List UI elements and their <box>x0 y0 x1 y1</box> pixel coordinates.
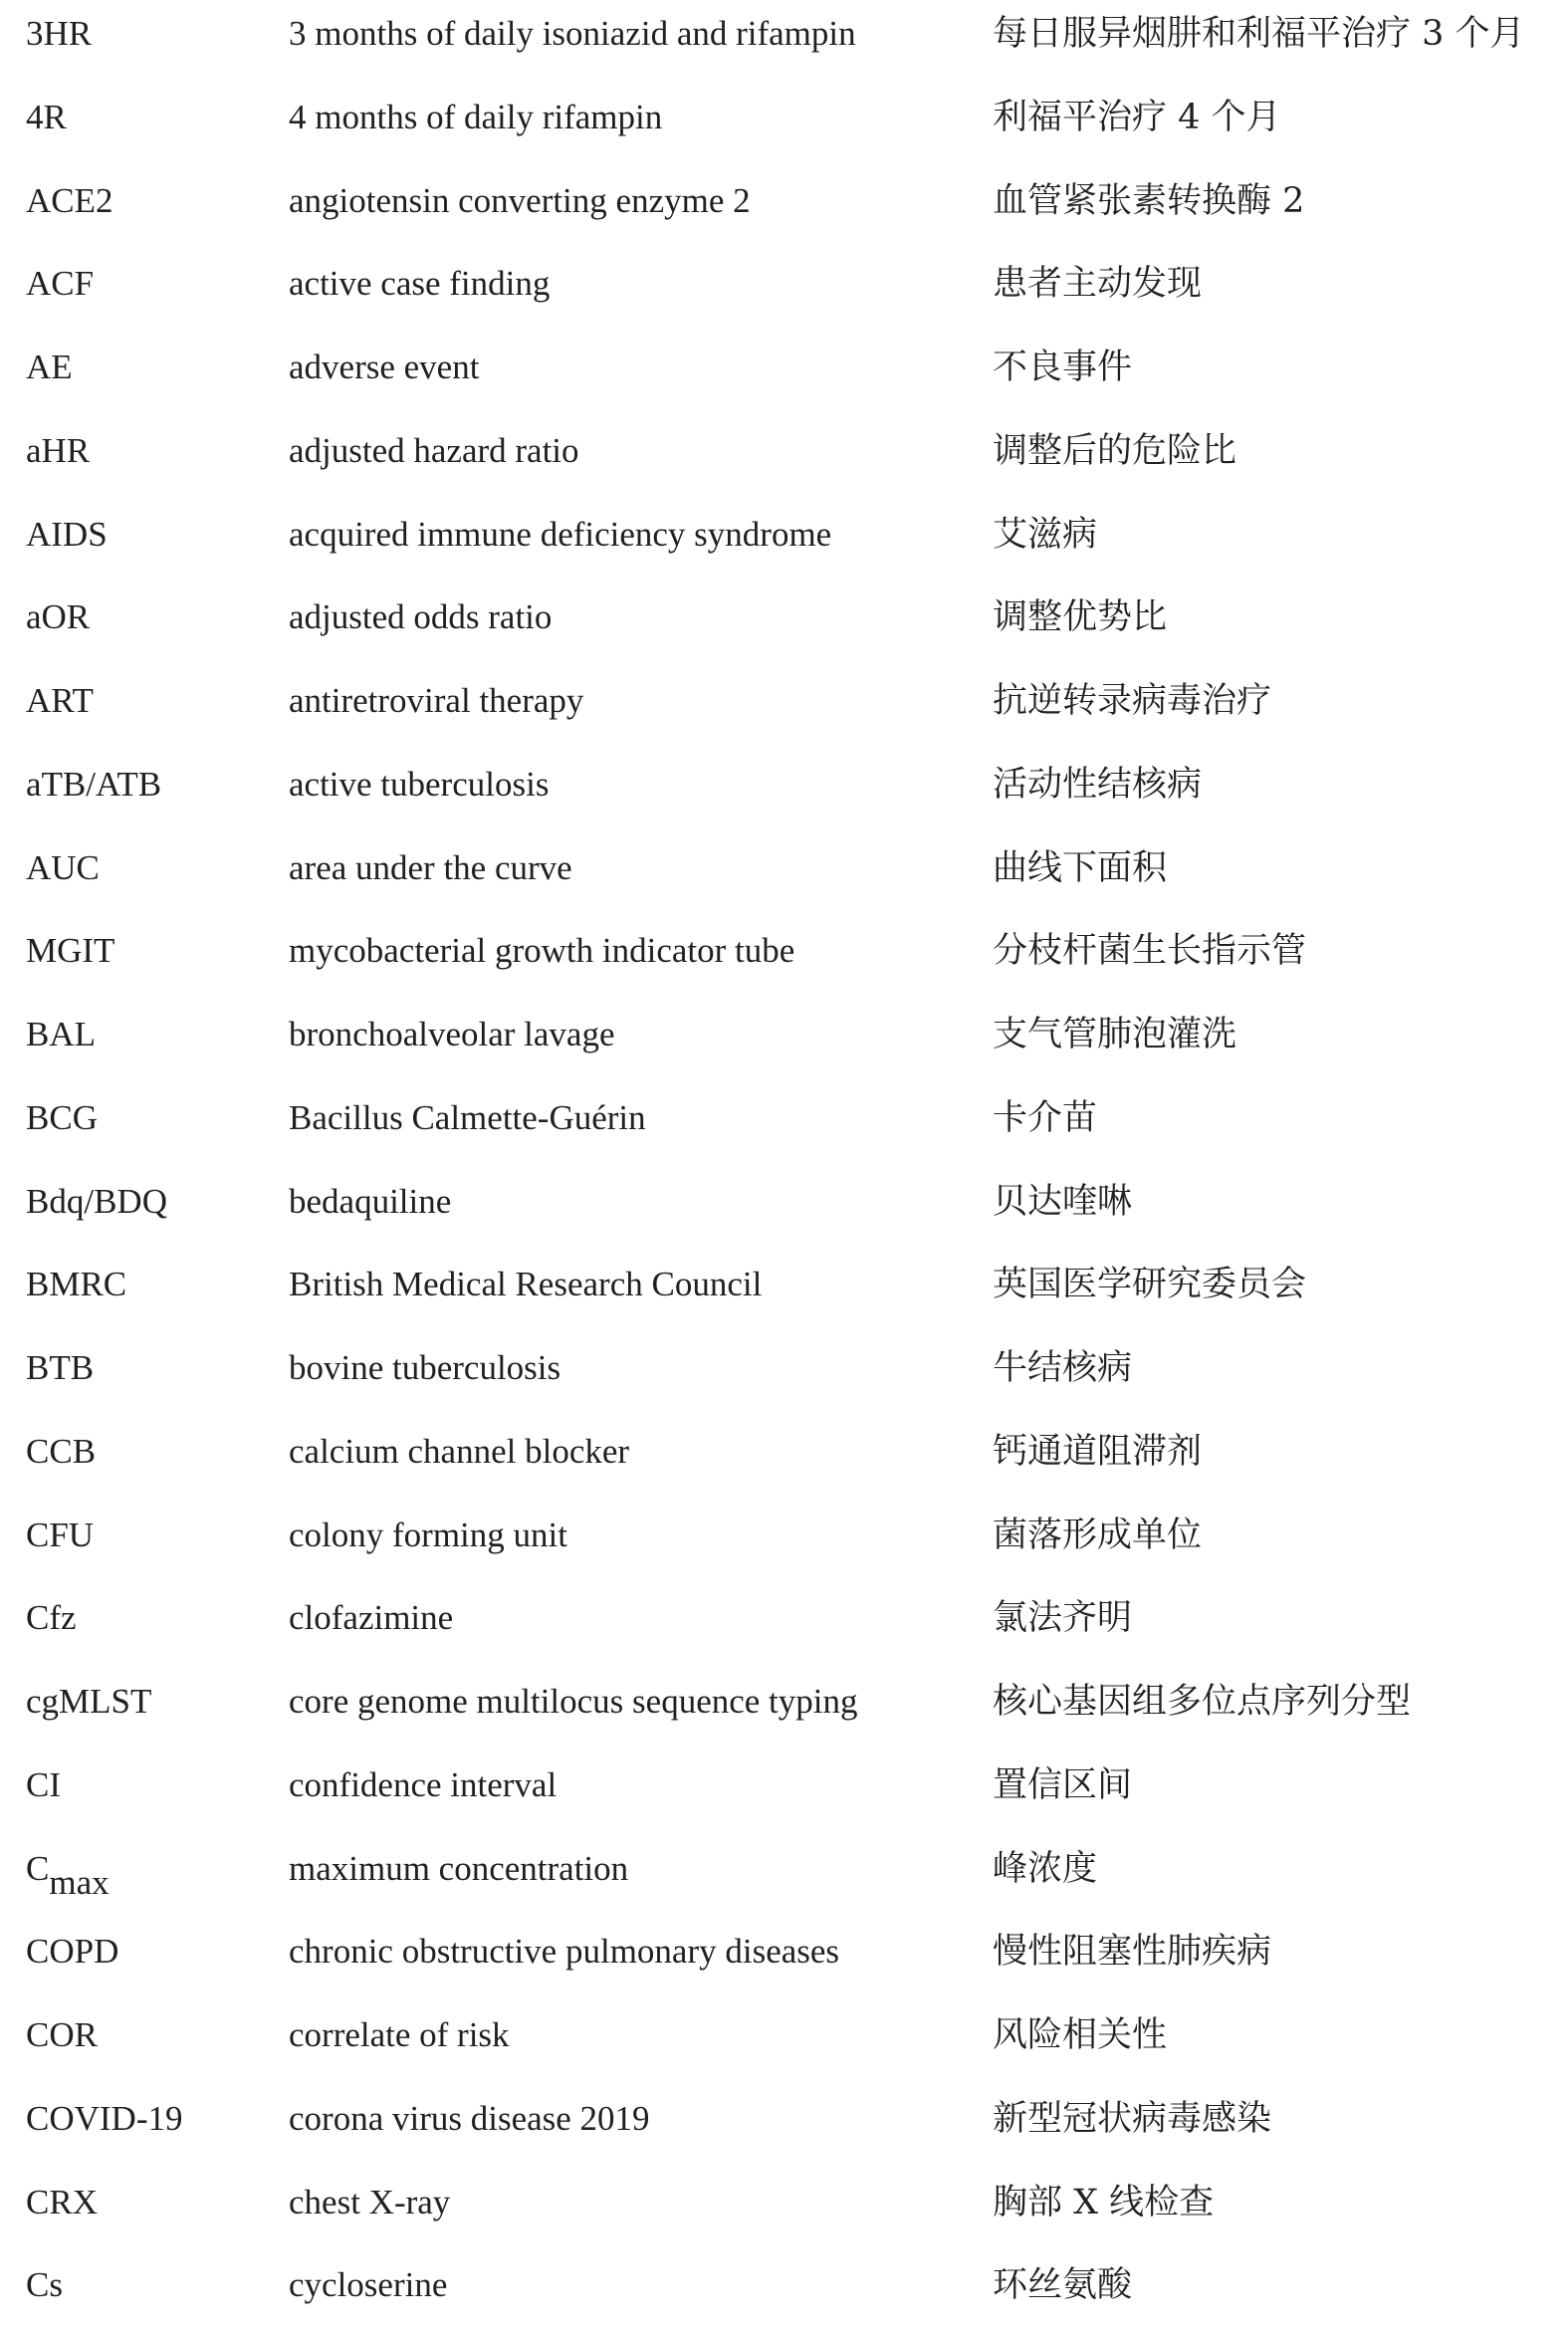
english-definition: area under the curve <box>289 847 572 887</box>
abbreviation-term: ART <box>26 681 94 720</box>
abbreviation-term: 4R <box>26 97 67 136</box>
english-definition: 3 months of daily isoniazid and rifampin <box>289 14 856 53</box>
english-definition: bronchoalveolar lavage <box>289 1015 615 1053</box>
abbreviation-term: CFU <box>26 1515 95 1554</box>
abbreviation-row <box>0 1334 1568 1418</box>
chinese-definition: 患者主动发现 <box>993 264 1203 305</box>
chinese-definition: 血管紧张素转换酶 2 <box>993 180 1305 221</box>
abbreviation-term: AE <box>26 348 73 386</box>
chinese-definition: 氯法齐明 <box>993 1598 1133 1639</box>
english-definition: confidence interval <box>289 1764 558 1804</box>
english-definition: mycobacterial growth indicator tube <box>289 931 795 971</box>
english-definition: adjusted odds ratio <box>289 597 553 637</box>
abbreviation-row <box>0 584 1568 667</box>
english-definition: Bacillus Calmette-Guérin <box>289 1097 646 1137</box>
english-definition: chest X-ray <box>289 2182 451 2221</box>
english-definition: active case finding <box>289 264 551 304</box>
abbreviation-term: COVID-19 <box>26 2098 183 2138</box>
abbreviation-row <box>0 1418 1568 1502</box>
english-definition: adjusted hazard ratio <box>289 430 579 470</box>
chinese-definition: 新型冠状病毒感染 <box>993 2098 1272 2139</box>
abbreviation-term: aHR <box>26 430 91 470</box>
abbreviation-term: 3HR <box>26 14 93 53</box>
abbreviation-row <box>0 1251 1568 1334</box>
english-definition: calcium channel blocker <box>289 1431 630 1471</box>
english-definition: bedaquiline <box>289 1181 452 1221</box>
abbreviation-row <box>0 2085 1568 2169</box>
abbreviation-row <box>0 501 1568 584</box>
english-definition: core genome multilocus sequence typing <box>289 1682 858 1721</box>
abbreviation-term: CI <box>26 1764 61 1804</box>
chinese-definition: 核心基因组多位点序列分型 <box>993 1682 1412 1722</box>
chinese-definition: 利福平治疗 4 个月 <box>993 97 1281 137</box>
abbreviation-row <box>0 334 1568 417</box>
chinese-definition: 分枝杆菌生长指示管 <box>993 931 1307 972</box>
chinese-definition: 环丝氨酸 <box>993 2265 1133 2306</box>
abbreviation-row <box>0 2251 1568 2335</box>
chinese-definition: 活动性结核病 <box>993 764 1203 805</box>
abbreviation-term: ACF <box>26 264 95 304</box>
abbreviation-term: BAL <box>26 1015 96 1053</box>
abbreviation-row <box>0 751 1568 834</box>
abbreviation-row <box>0 1751 1568 1835</box>
chinese-definition: 贝达喹啉 <box>993 1181 1133 1222</box>
abbreviation-term: BMRC <box>26 1265 127 1304</box>
chinese-definition: 峰浓度 <box>993 1848 1098 1889</box>
english-definition: corona virus disease 2019 <box>289 2098 650 2138</box>
english-definition: bovine tuberculosis <box>289 1348 561 1387</box>
abbreviation-row <box>0 1835 1568 1919</box>
abbreviation-term: AUC <box>26 847 100 887</box>
english-definition: clofazimine <box>289 1598 454 1638</box>
abbreviation-row <box>0 1001 1568 1084</box>
english-definition: angiotensin converting enzyme 2 <box>289 180 751 220</box>
abbreviation-term: COR <box>26 2015 98 2054</box>
chinese-definition: 不良事件 <box>993 348 1133 387</box>
chinese-definition: 慢性阻塞性肺疾病 <box>993 1932 1272 1973</box>
abbreviation-term: cgMLST <box>26 1682 152 1721</box>
chinese-definition: 曲线下面积 <box>993 847 1168 888</box>
abbreviation-term-subscript: max <box>49 1862 110 1902</box>
chinese-definition: 牛结核病 <box>993 1348 1133 1388</box>
abbreviation-term: MGIT <box>26 931 115 971</box>
abbreviation-term: BTB <box>26 1348 95 1387</box>
english-definition: adverse event <box>289 348 480 386</box>
abbreviation-row <box>0 1168 1568 1252</box>
chinese-definition: 调整优势比 <box>993 597 1168 638</box>
english-definition: British Medical Research Council <box>289 1265 763 1304</box>
abbreviation-term: CCB <box>26 1431 97 1471</box>
chinese-definition: 每日服异烟肼和利福平治疗 3 个月 <box>993 14 1525 54</box>
abbreviation-row <box>0 167 1568 251</box>
chinese-definition: 菌落形成单位 <box>993 1515 1203 1555</box>
abbreviation-row <box>0 1084 1568 1168</box>
abbreviation-row <box>0 1584 1568 1668</box>
english-definition: 4 months of daily rifampin <box>289 97 663 136</box>
english-definition: maximum concentration <box>289 1848 629 1888</box>
chinese-definition: 卡介苗 <box>993 1097 1098 1138</box>
chinese-definition: 调整后的危险比 <box>993 430 1237 471</box>
chinese-definition: 艾滋病 <box>993 514 1098 555</box>
abbreviation-term: aTB/ATB <box>26 764 162 804</box>
abbreviation-term: BCG <box>26 1097 98 1137</box>
abbreviation-row <box>0 0 1568 84</box>
chinese-definition: 风险相关性 <box>993 2015 1168 2055</box>
abbreviation-term: COPD <box>26 1932 119 1972</box>
abbreviation-term: Cs <box>26 2265 63 2305</box>
abbreviation-row <box>0 1918 1568 2001</box>
abbreviation-row <box>0 417 1568 501</box>
abbreviation-term: AIDS <box>26 514 108 554</box>
chinese-definition: 置信区间 <box>993 1764 1133 1805</box>
abbreviation-row <box>0 84 1568 167</box>
english-definition: chronic obstructive pulmonary diseases <box>289 1932 840 1972</box>
abbreviation-row <box>0 667 1568 751</box>
chinese-definition: 胸部 X 线检查 <box>993 2182 1215 2222</box>
abbreviation-term: CRX <box>26 2182 98 2221</box>
abbreviation-row <box>0 1668 1568 1751</box>
abbreviation-term: Cfz <box>26 1598 77 1638</box>
chinese-definition: 支气管肺泡灌洗 <box>993 1015 1237 1054</box>
chinese-definition: 英国医学研究委员会 <box>993 1265 1307 1305</box>
english-definition: correlate of risk <box>289 2015 510 2054</box>
abbreviation-row <box>0 250 1568 334</box>
abbreviation-term: aOR <box>26 597 91 637</box>
english-definition: cycloserine <box>289 2265 448 2305</box>
abbreviation-row <box>0 2001 1568 2085</box>
abbreviation-row <box>0 2169 1568 2252</box>
english-definition: colony forming unit <box>289 1515 567 1554</box>
abbreviation-term <box>26 1835 110 1903</box>
chinese-definition: 抗逆转录病毒治疗 <box>993 681 1272 721</box>
abbreviation-term-main: C <box>26 1848 50 1888</box>
english-definition: antiretroviral therapy <box>289 681 584 720</box>
chinese-definition: 钙通道阻滞剂 <box>993 1431 1203 1472</box>
english-definition: active tuberculosis <box>289 764 550 804</box>
abbreviation-term: Bdq/BDQ <box>26 1181 167 1221</box>
abbreviation-row <box>0 917 1568 1001</box>
english-definition: acquired immune deficiency syndrome <box>289 514 832 554</box>
abbreviation-row <box>0 1502 1568 1585</box>
abbreviation-row <box>0 834 1568 918</box>
abbreviation-term: ACE2 <box>26 180 113 220</box>
